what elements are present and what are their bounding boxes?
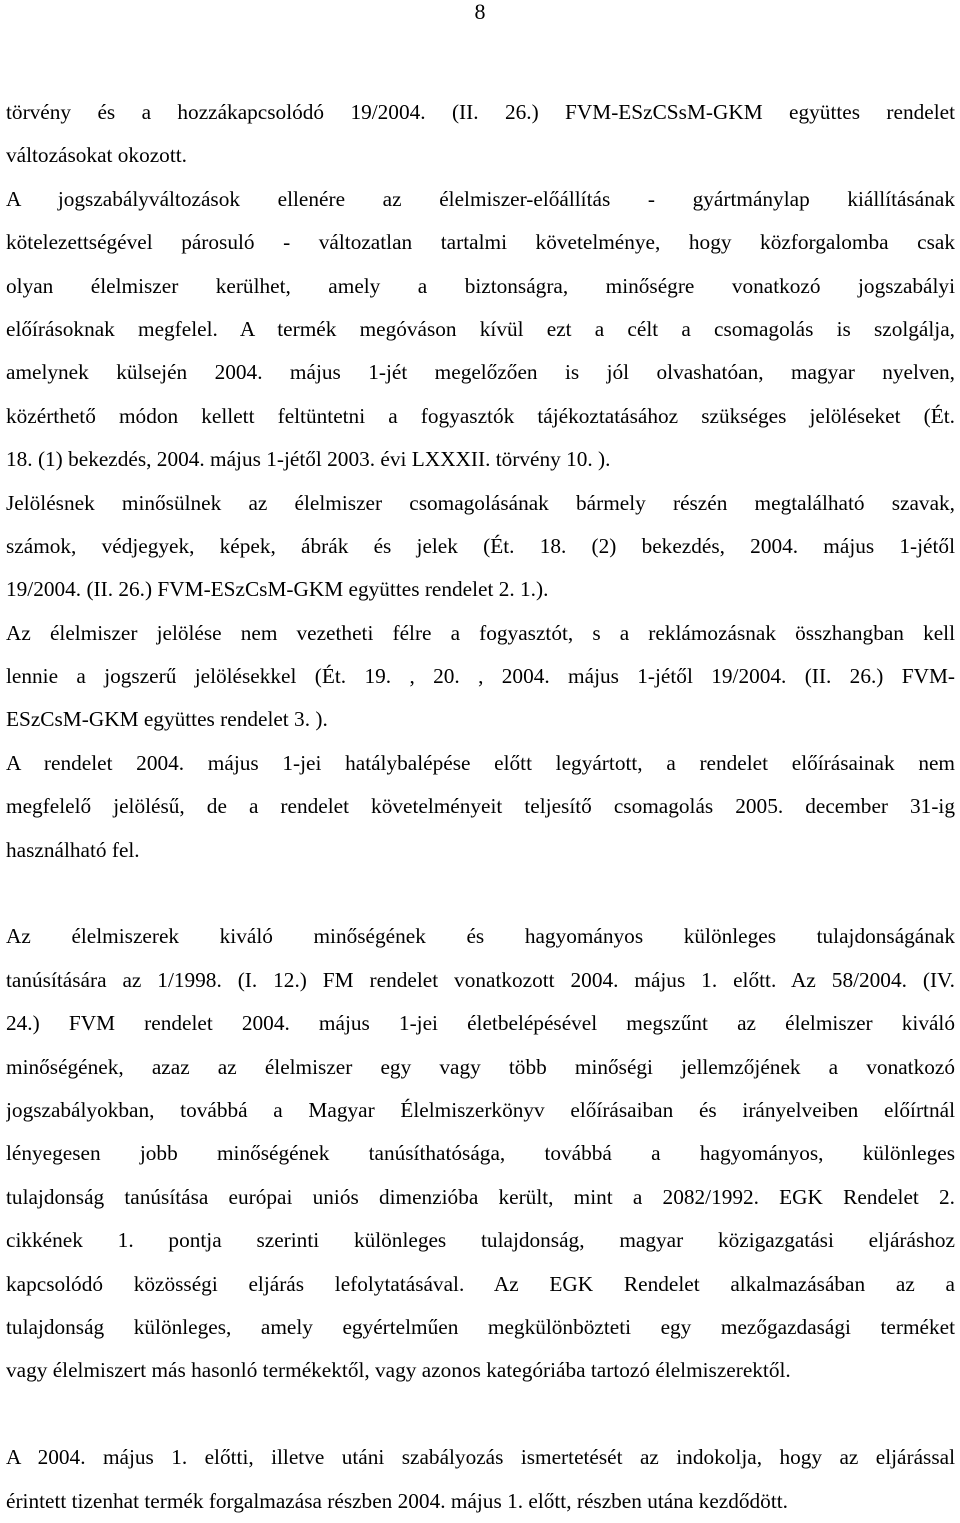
text-line: használható fel. [6,837,140,862]
paragraph-misleading-labels [6,612,955,742]
text-line: Jelölésnek minősülnek az élelmiszer csomagolásának bármely részén megtalálható szavak, [6,490,955,515]
text-line: 18. (1) bekezdés, 2004. május 1-jétől 2003. évi LXXXII. törvény 10. ). [6,447,611,472]
paragraph-packaging-requirements [6,178,955,482]
paragraph-regulation-rationale [6,1436,955,1523]
text-line: kapcsolódó közösségi eljárás lefolytatásával. Az EGK Rendelet alkalmazásában az a [6,1271,955,1296]
text-line: kötelezettségével párosuló - változatlan tartalmi követelménye, hogy közforgalomba csak [6,230,955,255]
text-line: érintett tizenhat termék forgalmazása részben 2004. május 1. előtt, részben utána kezdődött. [6,1488,788,1513]
text-line: Az élelmiszerek kiváló minőségének és hagyományos különleges tulajdonságának [6,924,955,949]
text-line: törvény és a hozzákapcsolódó 19/2004. (II. 26.) FVM-ESzCSsM-GKM együttes rendelet [6,100,955,124]
text-line: lényegesen jobb minőségének tanúsíthatósága, továbbá a hagyományos, különleges [6,1141,955,1166]
text-line: 24.) FVM rendelet 2004. május 1-jei életbelépésével megszűnt az élelmiszer kiváló [6,1011,955,1036]
text-line: Az élelmiszer jelölése nem vezetheti félre a fogyasztót, s a reklámozásnak összhangban kell [6,620,955,645]
text-line: számok, védjegyek, képek, ábrák és jelek (Ét. 18. (2) bekezdés, 2004. május 1-jétől [6,533,955,558]
text-line: tanúsítására az 1/1998. (I. 12.) FM rendelet vonatkozott 2004. május 1. előtt. Az 58/2004. (IV. [6,967,955,992]
paragraph-spacer [6,1393,955,1436]
text-line: jogszabályokban, továbbá a Magyar Élelmiszerkönyv előírásaiban és irányelveiben előírtnál [6,1097,955,1122]
text-line: közérthető módon kellett feltüntetni a fogyasztók tájékoztatásához szükséges jelöléseket (Ét. [6,403,955,428]
text-line: tulajdonság tanúsítása európai uniós dimenzióba került, mint a 2082/1992. EGK Rendelet 2. [6,1184,955,1209]
paragraph-law-change [6,91,955,178]
text-line: változásokat okozott. [6,143,187,168]
text-line: A rendelet 2004. május 1-jei hatálybalépése előtt legyártott, a rendelet előírásainak nem [6,750,955,775]
page-number: 8 [474,0,486,24]
text-line: előírásoknak megfelel. A termék megóváson kívül ezt a célt a csomagolás is szolgálja, [6,316,955,341]
document-body [6,91,955,1523]
paragraph-transition-period [6,742,955,872]
text-line: megfelelő jelölésű, de a rendelet követelményeit teljesítő csomagolás 2005. december 31-ig [6,794,955,819]
text-line: tulajdonság különleges, amely egyértelműen megkülönbözteti egy mezőgazdasági terméket [6,1314,955,1339]
text-line: A jogszabályváltozások ellenére az élelmiszer-előállítás - gyártmánylap kiállításának [6,186,955,211]
paragraph-spacer [6,872,955,915]
text-line: 19/2004. (II. 26.) FVM-ESzCsM-GKM együttes rendelet 2. 1.). [6,577,549,602]
text-line: olyan élelmiszer kerülhet, amely a biztonságra, minőségre vonatkozó jogszabályi [6,273,955,298]
text-line: minőségének, azaz az élelmiszer egy vagy több minőségi jellemzőjének a vonatkozó [6,1054,955,1079]
text-line: ESzCsM-GKM együttes rendelet 3. ). [6,707,328,732]
text-line: amelynek külsején 2004. május 1-jét megelőzően is jól olvashatóan, magyar nyelven, [6,360,955,385]
text-line: vagy élelmiszert más hasonló termékektől, vagy azonos kategóriába tartozó élelmiszerektől. [6,1358,791,1383]
text-line: A 2004. május 1. előtti, illetve utáni szabályozás ismertetését az indokolja, hogy az eljárással [6,1445,955,1470]
text-line: lennie a jogszerű jelölésekkel (Ét. 19. , 20. , 2004. május 1-jétől 19/2004. (II. 26.) FVM- [6,664,955,689]
text-line: cikkének 1. pontja szerinti különleges tulajdonság, magyar közigazgatási eljáráshoz [6,1228,955,1253]
paragraph-labelling-definition [6,482,955,612]
paragraph-quality-certification [6,915,955,1392]
